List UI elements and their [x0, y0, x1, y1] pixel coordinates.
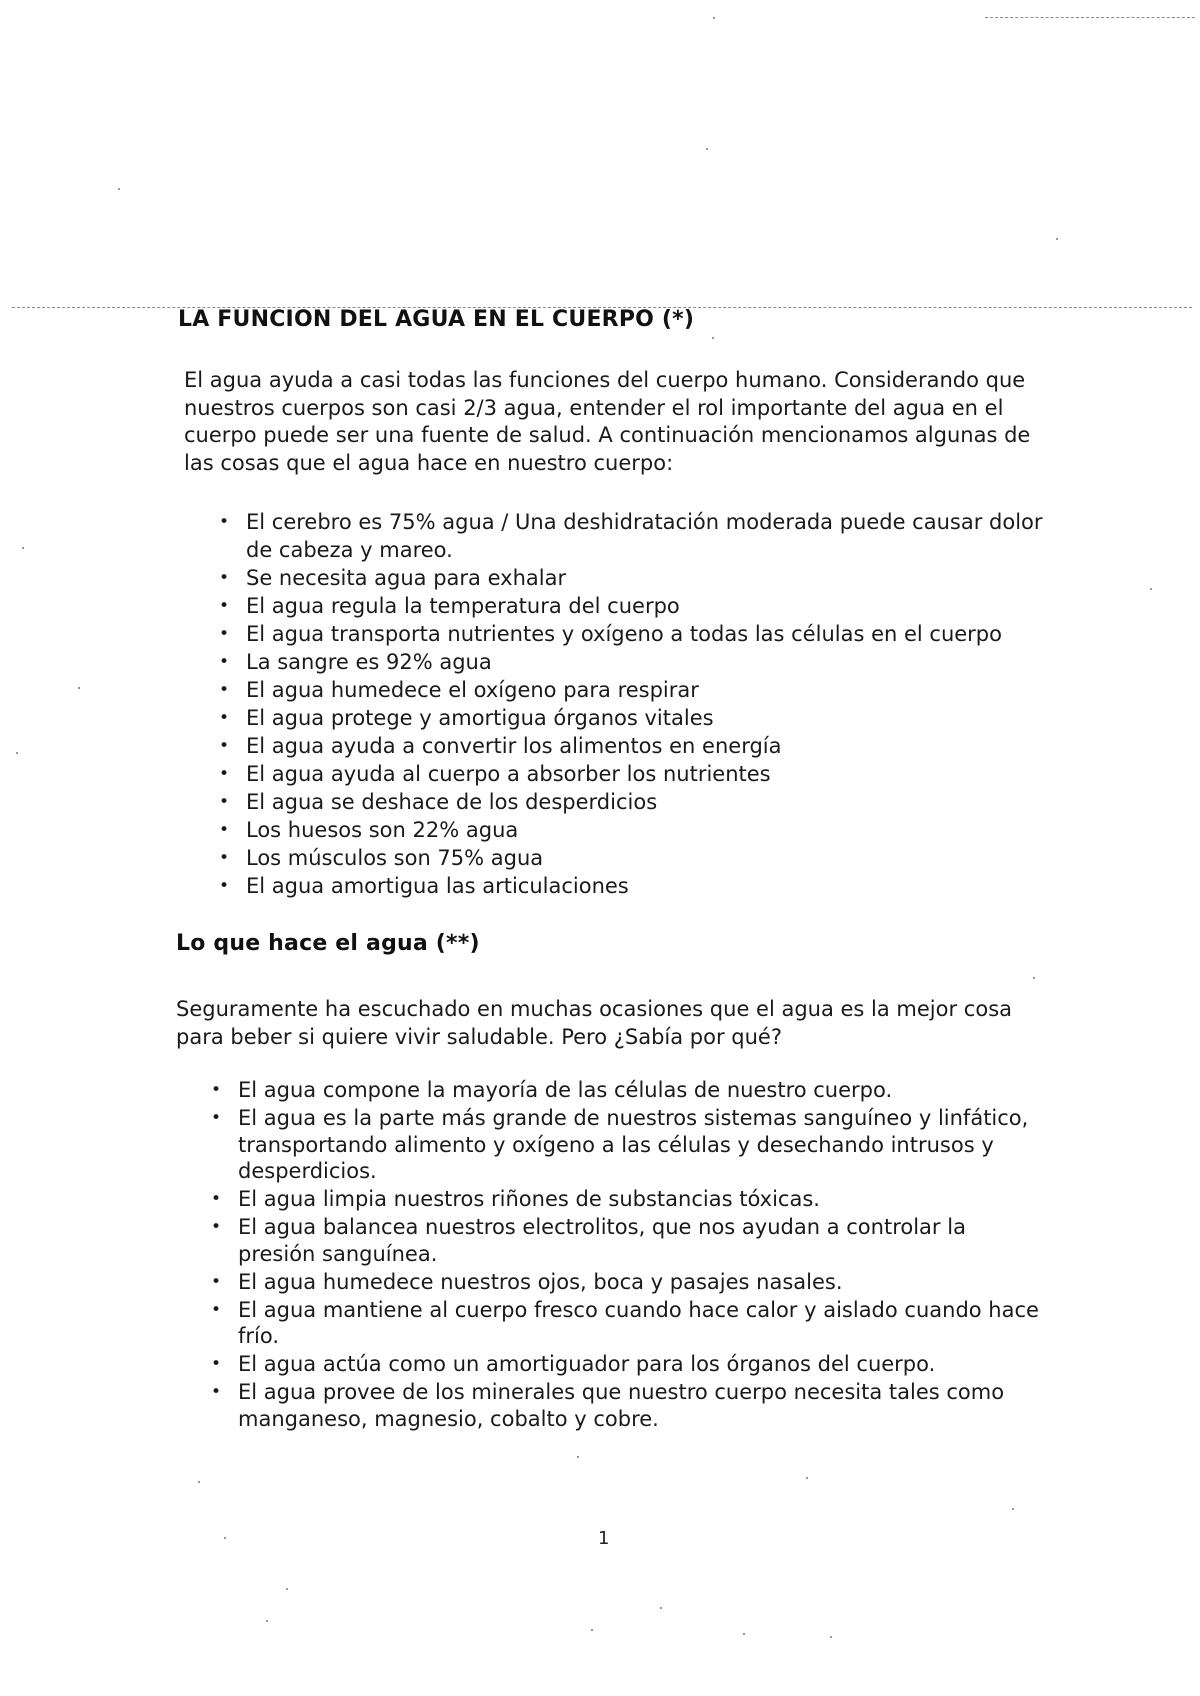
intro-line: nuestros cuerpos son casi 2/3 agua, entender el rol importante del agua en el [184, 395, 1004, 420]
list-item [208, 1379, 1088, 1432]
scan-speck [660, 1607, 662, 1609]
bullet-icon: • [219, 707, 230, 728]
list-item-text: Se necesita agua para exhalar [246, 565, 567, 590]
list-item-text: presión sanguínea. [238, 1241, 438, 1266]
list-item [216, 817, 1116, 845]
intro-line: Seguramente ha escuchado en muchas ocasiones que el agua es la mejor cosa [176, 997, 1013, 1021]
scan-speck [1150, 588, 1152, 590]
bullet-icon: • [219, 512, 230, 532]
list-item [216, 845, 1116, 873]
scan-speck [830, 1636, 832, 1638]
bullet-icon: • [219, 623, 230, 644]
list-item-text: El agua mantiene al cuerpo fresco cuando hace calor y aislado cuando hace [238, 1297, 1039, 1322]
bullet-icon: • [219, 651, 230, 672]
section-heading-lo-que-hace-el-agua: Lo que hace el agua (**) [176, 931, 480, 956]
section2-bullet-list [208, 1077, 1088, 1434]
scan-speck [743, 1633, 745, 1635]
list-item [216, 509, 1116, 564]
list-item-text: Los músculos son 75% agua [246, 845, 544, 870]
list-item [208, 1214, 1088, 1267]
list-item-text: El agua ayuda al cuerpo a absorber los nutrientes [246, 761, 771, 786]
list-item [208, 1077, 1088, 1104]
scan-speck [22, 547, 24, 549]
list-item [216, 593, 1116, 621]
list-item-text: El agua se deshace de los desperdicios [246, 789, 658, 814]
bullet-icon: • [219, 763, 230, 784]
scan-speck [713, 17, 715, 19]
scan-speck [118, 188, 120, 190]
list-item [208, 1186, 1088, 1213]
bullet-icon: • [211, 1299, 222, 1320]
list-item-text: desperdicios. [238, 1159, 377, 1183]
list-item-text: El agua transporta nutrientes y oxígeno a todas las células en el cuerpo [246, 621, 1002, 646]
bullet-icon: • [219, 847, 230, 868]
list-item-text: de cabeza y mareo. [246, 537, 453, 562]
list-item-text: El agua ayuda a convertir los alimentos en energía [246, 733, 782, 758]
list-item [216, 733, 1116, 761]
list-item-text: El agua humedece nuestros ojos, boca y pasajes nasales. [238, 1269, 843, 1294]
scan-speck [806, 1477, 808, 1479]
list-item [216, 621, 1116, 649]
bullet-icon: • [219, 595, 230, 616]
section-heading-funcion-del-agua: LA FUNCION DEL AGUA EN EL CUERPO (*) [178, 307, 695, 332]
list-item-text: El agua humedece el oxígeno para respirar [246, 677, 699, 702]
section2-intro-paragraph [176, 996, 1076, 1051]
scan-speck [1012, 1508, 1014, 1510]
intro-line: las cosas que el agua hace en nuestro cuerpo: [184, 450, 674, 475]
list-item [216, 705, 1116, 733]
scan-speck [1056, 238, 1058, 240]
list-item [216, 565, 1116, 593]
scan-speck [286, 1588, 288, 1590]
intro-line: cuerpo puede ser una fuente de salud. A continuación mencionamos algunas de [184, 423, 1031, 447]
scan-speck [591, 1629, 593, 1631]
list-item-text: La sangre es 92% agua [246, 649, 492, 674]
scan-speck [577, 1456, 579, 1458]
list-item-text: El agua regula la temperatura del cuerpo [246, 593, 680, 618]
scan-speck [1033, 977, 1035, 979]
list-item-text: Los huesos son 22% agua [246, 817, 519, 842]
list-item-text: El agua es la parte más grande de nuestros sistemas sanguíneo y linfático, [238, 1106, 1029, 1130]
list-item-text: El agua amortigua las articulaciones [246, 873, 629, 898]
bullet-icon: • [211, 1080, 222, 1100]
list-item-text: El agua limpia nuestros riñones de substancias tóxicas. [238, 1187, 820, 1211]
bullet-icon: • [219, 791, 230, 812]
list-item [216, 789, 1116, 817]
section1-bullet-list [216, 509, 1116, 901]
list-item [208, 1269, 1088, 1296]
bullet-icon: • [219, 819, 230, 840]
page-number: 1 [598, 1528, 610, 1549]
list-item-text: El agua compone la mayoría de las células de nuestro cuerpo. [238, 1078, 893, 1102]
bullet-icon: • [219, 735, 230, 756]
bullet-icon: • [211, 1271, 222, 1292]
list-item [216, 873, 1116, 901]
bullet-icon: • [219, 875, 230, 896]
bullet-icon: • [211, 1108, 222, 1128]
bullet-icon: • [211, 1217, 222, 1237]
scan-speck [78, 687, 80, 689]
list-item [208, 1351, 1088, 1378]
scan-speck [198, 1481, 200, 1483]
list-item-text: El agua actúa como un amortiguador para los órganos del cuerpo. [238, 1352, 936, 1376]
list-item [216, 649, 1116, 677]
bullet-icon: • [219, 679, 230, 700]
list-item-text: manganeso, magnesio, cobalto y cobre. [238, 1406, 659, 1431]
bullet-icon: • [211, 1354, 222, 1374]
list-item [216, 761, 1116, 789]
bullet-icon: • [211, 1382, 222, 1402]
scan-speck [16, 752, 18, 754]
list-item [208, 1105, 1088, 1185]
scan-speck [266, 1620, 268, 1622]
list-item-text: El agua balancea nuestros electrolitos, que nos ayudan a controlar la [238, 1215, 966, 1239]
list-item-text: transportando alimento y oxígeno a las células y desechando intrusos y [238, 1132, 994, 1157]
intro-line: El agua ayuda a casi todas las funciones del cuerpo humano. Considerando que [184, 368, 1026, 392]
bullet-icon: • [211, 1189, 222, 1209]
bullet-icon: • [219, 567, 230, 588]
list-item [216, 677, 1116, 705]
section1-intro-paragraph [184, 367, 1084, 477]
intro-line: para beber si quiere vivir saludable. Pero ¿Sabía por qué? [176, 1024, 782, 1049]
list-item-text: El agua protege y amortigua órganos vitales [246, 705, 714, 730]
scan-artifact-top-rule [985, 17, 1195, 18]
scan-speck [712, 337, 714, 339]
list-item [208, 1297, 1088, 1350]
scan-speck [224, 1537, 226, 1539]
list-item-text: frío. [238, 1324, 280, 1348]
list-item-text: El agua provee de los minerales que nuestro cuerpo necesita tales como [238, 1380, 1005, 1404]
scan-speck [706, 148, 708, 150]
list-item-text: El cerebro es 75% agua / Una deshidratación moderada puede causar dolor [246, 510, 1043, 534]
